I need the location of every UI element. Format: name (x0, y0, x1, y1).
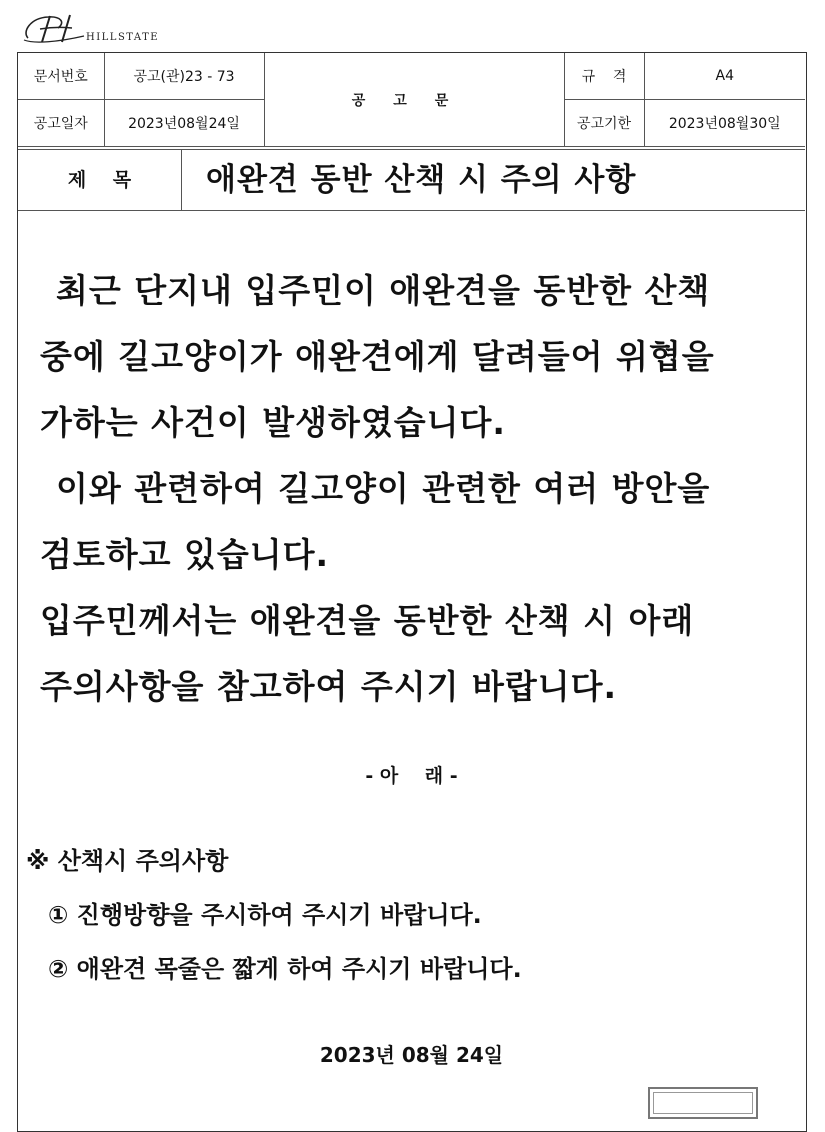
official-seal-stamp (648, 1087, 758, 1119)
body-line: 가하는 사건이 발생하였습니다. (40, 403, 506, 442)
size-value: A4 (644, 53, 805, 100)
doc-number-label: 문서번호 (18, 53, 104, 100)
body-line: 검토하고 있습니다. (40, 535, 330, 574)
notice-document (17, 52, 807, 1132)
below-marker: - 아 래 - (365, 765, 458, 787)
subject-text: 애완견 동반 산책 시 주의 사항 (206, 162, 637, 198)
notice-date-value: 2023년08월24일 (104, 100, 264, 147)
note-item: ② 애완견 목줄은 짧게 하여 주시기 바랍니다. (48, 955, 522, 983)
header-table (18, 53, 805, 147)
notes-heading: ※ 산책시 주의사항 (26, 847, 229, 875)
body-line: 중에 길고양이가 애완견에게 달려들어 위협을 (40, 337, 715, 376)
subject-label: 제 목 (18, 150, 182, 210)
body-line: 주의사항을 참고하여 주시기 바랍니다. (40, 667, 618, 706)
logo-mark-icon (18, 12, 88, 46)
logo-wordmark: HILLSTATE (86, 32, 160, 43)
body-line: 최근 단지내 입주민이 애완견을 동반한 산책 (56, 271, 711, 310)
body-line: 이와 관련하여 길고양이 관련한 여러 방안을 (56, 469, 711, 508)
notice-title: 공고문 (264, 53, 564, 147)
notice-date-label: 공고일자 (18, 100, 104, 147)
doc-number-value: 공고(관)23 - 73 (104, 53, 264, 100)
note-item: ① 진행방향을 주시하여 주시기 바랍니다. (48, 901, 482, 929)
subject-row (18, 149, 805, 211)
body-line: 입주민께서는 애완견을 동반한 산책 시 아래 (40, 601, 695, 640)
seal-inner-border (653, 1092, 753, 1114)
deadline-value: 2023년08월30일 (644, 100, 805, 147)
size-label: 규 격 (564, 53, 644, 100)
hillstate-logo (18, 12, 218, 48)
deadline-label: 공고기한 (564, 100, 644, 147)
footer-date: 2023년 08월 24일 (319, 1043, 504, 1067)
